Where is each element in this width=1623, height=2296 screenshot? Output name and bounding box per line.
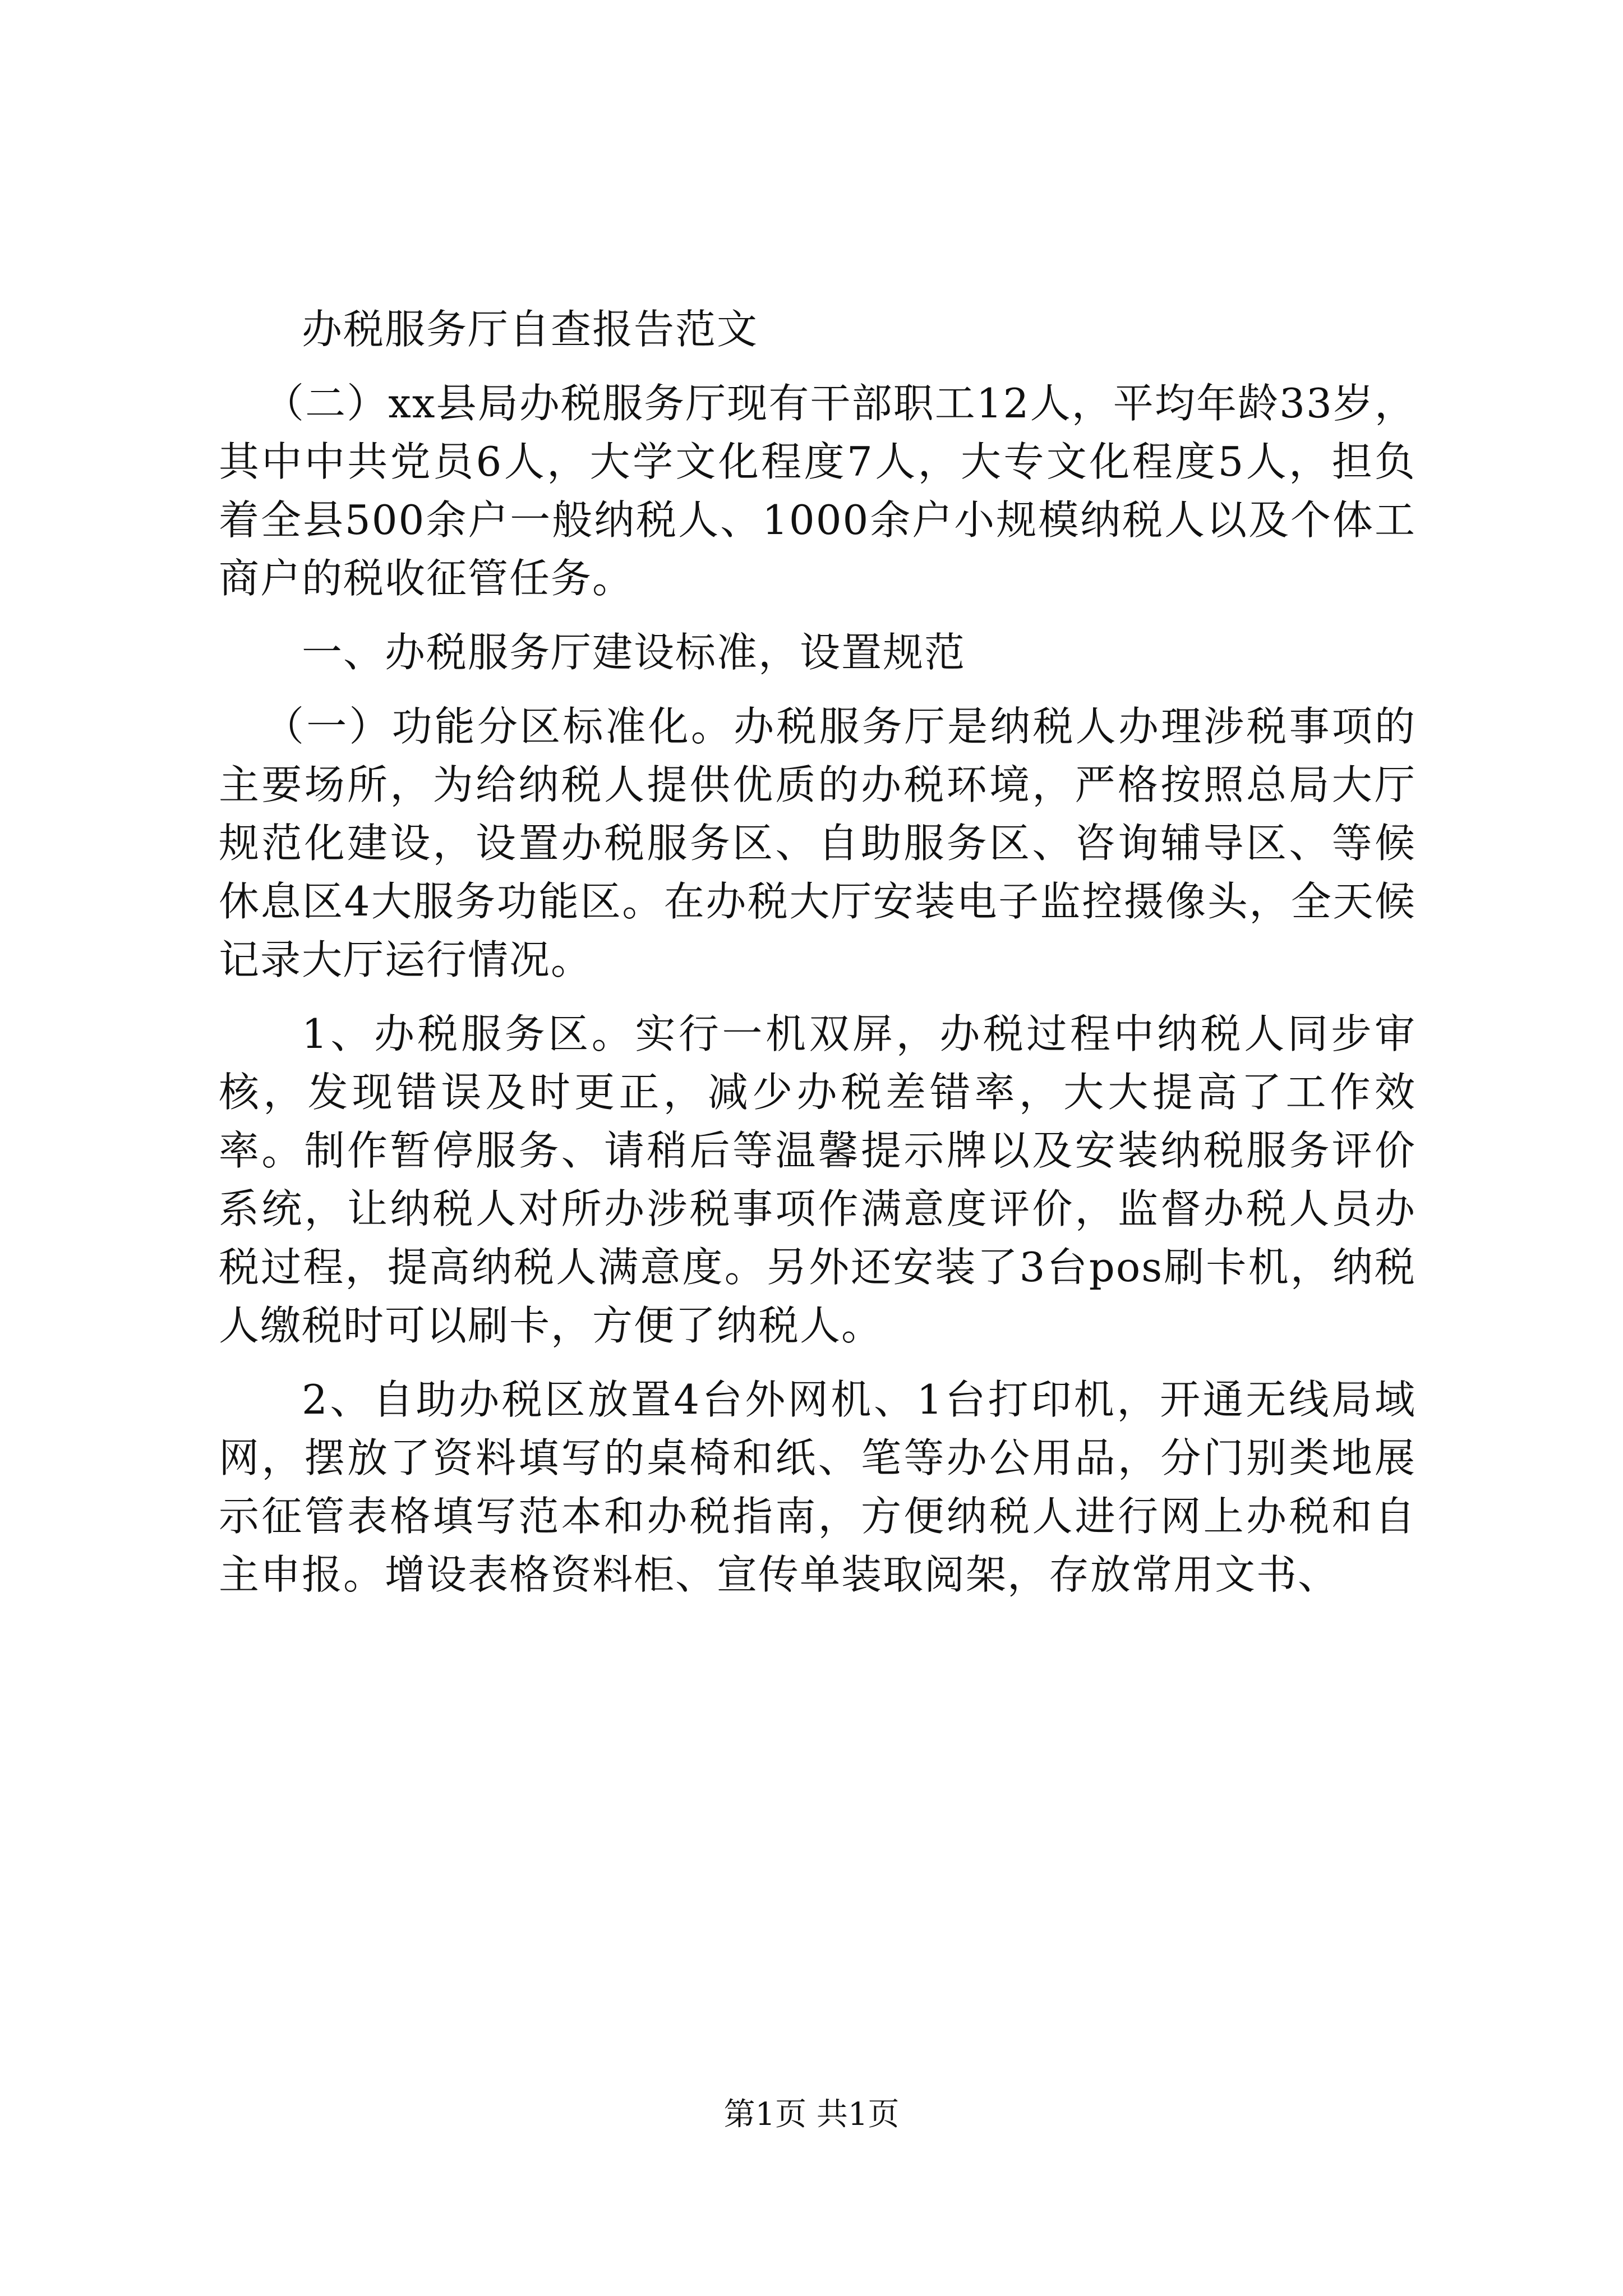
paragraph-self-service-area: 2、自助办税区放置4台外网机、1台打印机，开通无线局域网，摆放了资料填写的桌椅和纸、笔等办公用品，分门别类地展示征管表格填写范本和办税指南，方便纳税人进行网上办税和自主申报。增设表格资料柜、宣传单装取阅架，存放常用文书、 bbox=[219, 1376, 1416, 1598]
page-footer: 第1页 共1页 bbox=[723, 2096, 900, 2133]
section-heading-1: 一、办税服务厅建设标准，设置规范 bbox=[302, 629, 966, 676]
document-body bbox=[219, 300, 1416, 1604]
paragraph-functional-zones: （一）功能分区标准化。办税服务厅是纳税人办理涉税事项的主要场所，为给纳税人提供优质的办税环境，严格按照总局大厅规范化建设，设置办税服务区、自助服务区、咨询辅导区、等候休息区4大服务功能区。在办税大厅安装电子监控摄像头，全天候记录大厅运行情况。 bbox=[219, 703, 1416, 983]
document-title: 办税服务厅自查报告范文 bbox=[302, 306, 759, 353]
paragraph-staff-overview: （二）xx县局办税服务厅现有干部职工12人，平均年龄33岁，其中中共党员6人，大学文化程度7人，大专文化程度5人，担负着全县500余户一般纳税人、1000余户小规模纳税人以及个体工商户的税收征管任务。 bbox=[219, 380, 1416, 602]
paragraph-service-area: 1、办税服务区。实行一机双屏，办税过程中纳税人同步审核，发现错误及时更正，减少办税差错率，大大提高了工作效率。制作暂停服务、请稍后等温馨提示牌以及安装纳税服务评价系统，让纳税人对所办涉税事项作满意度评价，监督办税人员办税过程，提高纳税人满意度。另外还安装了3台pos刷卡机，纳税人缴税时可以刷卡，方便了纳税人。 bbox=[219, 1010, 1416, 1349]
